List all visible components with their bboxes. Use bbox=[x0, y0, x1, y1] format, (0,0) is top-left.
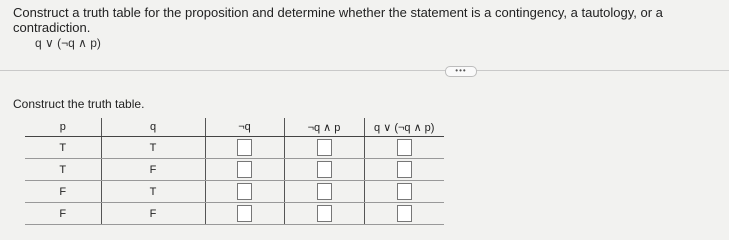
result-answer-input[interactable] bbox=[397, 205, 412, 222]
cell-p: F bbox=[25, 203, 101, 225]
not-q-and-p-answer-input[interactable] bbox=[317, 205, 332, 222]
not-q-and-p-answer-input[interactable] bbox=[317, 139, 332, 156]
result-answer-input[interactable] bbox=[397, 161, 412, 178]
header-result: q ∨ (¬q ∧ p) bbox=[364, 118, 444, 137]
not-q-and-p-answer-input[interactable] bbox=[317, 161, 332, 178]
table-row bbox=[25, 203, 444, 225]
header-p: p bbox=[25, 118, 101, 137]
cell-p: T bbox=[25, 159, 101, 181]
not-q-answer-input[interactable] bbox=[237, 161, 252, 178]
instruction-text: Construct a truth table for the proposition and determine whether the statement is a contingency, a tautology, or a contradiction. bbox=[13, 5, 663, 35]
table-row bbox=[25, 137, 444, 159]
table-row bbox=[25, 181, 444, 203]
cell-q: F bbox=[101, 159, 205, 181]
cell-p: F bbox=[25, 181, 101, 203]
subheading: Construct the truth table. bbox=[13, 97, 145, 111]
table-row bbox=[25, 159, 444, 181]
header-q: q bbox=[101, 118, 205, 137]
divider bbox=[0, 70, 729, 71]
cell-q: F bbox=[101, 203, 205, 225]
result-answer-input[interactable] bbox=[397, 139, 412, 156]
result-answer-input[interactable] bbox=[397, 183, 412, 200]
cell-q: T bbox=[101, 137, 205, 159]
header-not-q: ¬q bbox=[205, 118, 284, 137]
cell-q: T bbox=[101, 181, 205, 203]
expand-more-button[interactable]: ••• bbox=[445, 66, 477, 77]
truth-table bbox=[25, 118, 444, 225]
not-q-answer-input[interactable] bbox=[237, 205, 252, 222]
proposition: q ∨ (¬q ∧ p) bbox=[35, 36, 101, 50]
cell-p: T bbox=[25, 137, 101, 159]
not-q-answer-input[interactable] bbox=[237, 139, 252, 156]
not-q-answer-input[interactable] bbox=[237, 183, 252, 200]
not-q-and-p-answer-input[interactable] bbox=[317, 183, 332, 200]
header-not-q-and-p: ¬q ∧ p bbox=[284, 118, 364, 137]
